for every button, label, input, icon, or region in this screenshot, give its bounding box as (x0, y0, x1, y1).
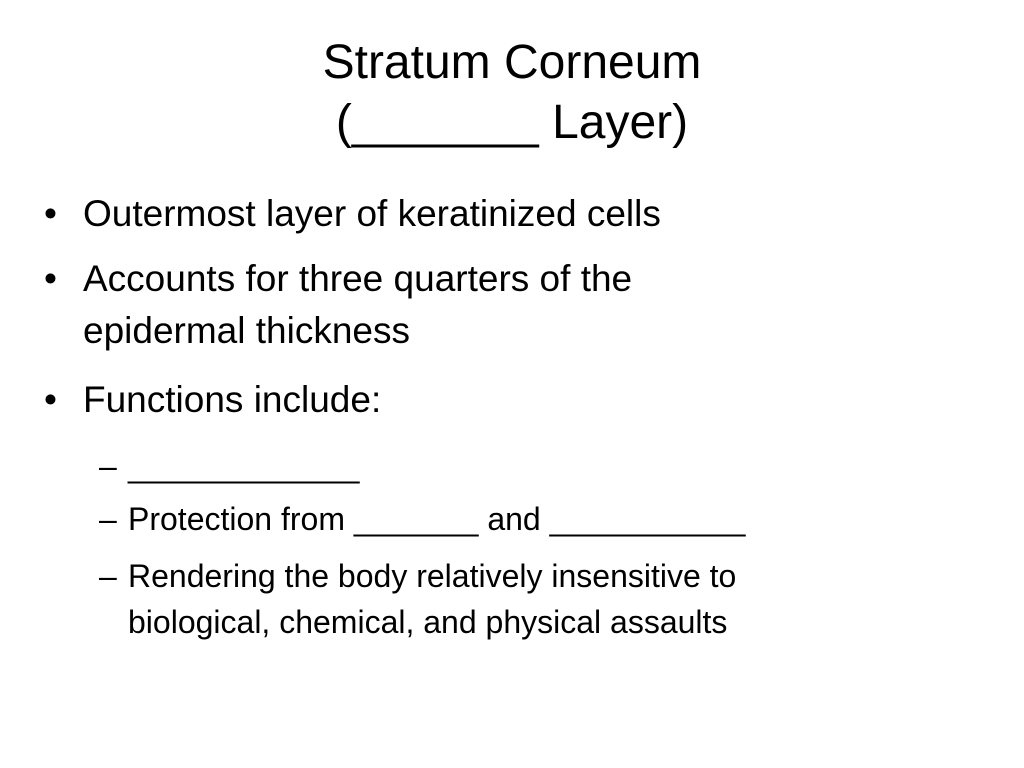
sub-bullet-text-continuation: biological, chemical, and physical assaults (128, 604, 728, 640)
bullet-text: Functions include: (83, 379, 382, 420)
bullet-text: Outermost layer of keratinized cells (83, 193, 661, 234)
sub-bullet-marker: – (99, 558, 117, 594)
slide-title-line-1: Stratum Corneum (322, 36, 702, 89)
bullet-marker: • (44, 258, 57, 299)
sub-bullet-text: Rendering the body relatively insensitive to (128, 558, 737, 594)
bullet-marker: • (44, 379, 57, 420)
bullet-text-continuation: epidermal thickness (83, 310, 410, 351)
slide-title-line-2: (_______ Layer) (335, 96, 689, 149)
sub-bullet-text: _____________ (128, 448, 360, 484)
bullet-marker: • (44, 193, 57, 234)
slide-title (0, 33, 1024, 153)
sub-bullet-marker: – (99, 448, 117, 484)
bullet-text: Accounts for three quarters of the (83, 258, 633, 299)
sub-bullet-marker: – (99, 501, 117, 537)
sub-bullet-text: Protection from _______ and ___________ (128, 501, 746, 537)
